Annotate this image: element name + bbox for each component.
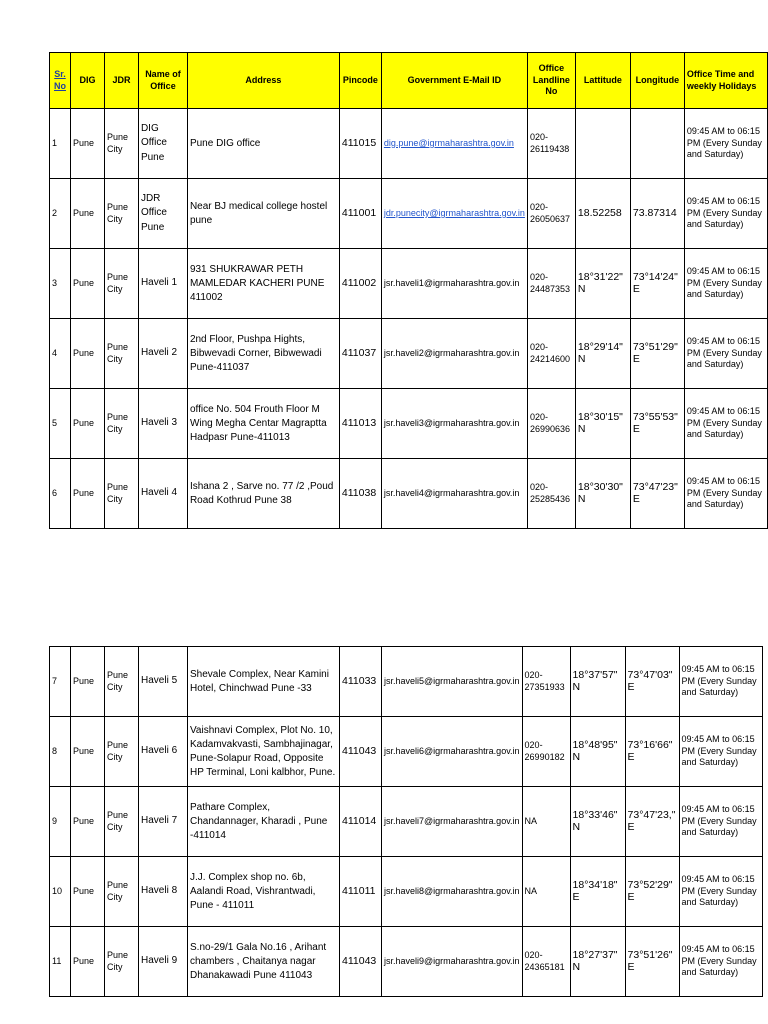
cell-latitude: 18°48'95" N xyxy=(570,717,625,787)
cell-email xyxy=(382,787,523,857)
cell-email xyxy=(382,717,523,787)
cell-sr-no: 10 xyxy=(50,857,71,927)
cell-longitude: 73°51'26" E xyxy=(625,927,679,997)
table-row xyxy=(50,249,768,319)
cell-jdr: Pune City xyxy=(105,927,139,997)
cell-longitude: 73°47'23" E xyxy=(630,459,684,529)
cell-pincode: 411043 xyxy=(340,927,382,997)
table-row xyxy=(50,647,763,717)
cell-sr-no: 6 xyxy=(50,459,71,529)
cell-address: Vaishnavi Complex, Plot No. 10, Kadamvakvasti, Sambhajinagar, Pune-Solapur Road, Opposite HP Terminal, Loni kalbhor, Pune. xyxy=(188,717,340,787)
cell-office-name: Haveli 7 xyxy=(139,787,188,857)
cell-jdr: Pune City xyxy=(104,319,138,389)
email-text: jsr.haveli7@igrmaharashtra.gov.in xyxy=(384,815,520,826)
cell-email xyxy=(382,857,523,927)
cell-dig: Pune xyxy=(71,647,105,717)
cell-jdr: Pune City xyxy=(105,787,139,857)
cell-landline: 020-26990182 xyxy=(522,717,570,787)
cell-longitude xyxy=(630,109,684,179)
table-row xyxy=(50,179,768,249)
cell-sr-no: 2 xyxy=(50,179,71,249)
cell-dig: Pune xyxy=(70,249,104,319)
cell-longitude: 73°52'29" E xyxy=(625,857,679,927)
offices-table-bottom xyxy=(49,646,763,997)
cell-dig: Pune xyxy=(70,109,104,179)
email-text: jsr.haveli9@igrmaharashtra.gov.in xyxy=(384,955,520,966)
offices-table-top xyxy=(49,52,768,529)
email-text: jsr.haveli8@igrmaharashtra.gov.in xyxy=(384,885,520,896)
cell-office-name: Haveli 4 xyxy=(138,459,187,529)
table-row xyxy=(50,109,768,179)
header-address: Address xyxy=(187,53,339,109)
cell-address: 2nd Floor, Pushpa Hights, Bibwevadi Corner, Bibwewadi Pune-411037 xyxy=(187,319,339,389)
cell-dig: Pune xyxy=(71,787,105,857)
cell-office-time: 09:45 AM to 06:15 PM (Every Sunday and Saturday) xyxy=(684,319,767,389)
cell-sr-no: 3 xyxy=(50,249,71,319)
cell-pincode: 411033 xyxy=(340,647,382,717)
cell-longitude: 73°14'24" E xyxy=(630,249,684,319)
cell-email xyxy=(381,459,527,529)
cell-dig: Pune xyxy=(70,179,104,249)
cell-office-name: Haveli 3 xyxy=(138,389,187,459)
table-row xyxy=(50,787,763,857)
cell-email xyxy=(382,927,523,997)
header-office-time: Office Time and weekly Holidays xyxy=(684,53,767,109)
email-text: jsr.haveli3@igrmaharashtra.gov.in xyxy=(383,417,520,428)
cell-longitude: 73°47'03" E xyxy=(625,647,679,717)
cell-office-time: 09:45 AM to 06:15 PM (Every Sunday and Saturday) xyxy=(684,389,767,459)
cell-jdr: Pune City xyxy=(104,389,138,459)
cell-latitude: 18°37'57" N xyxy=(570,647,625,717)
cell-office-name: Haveli 5 xyxy=(139,647,188,717)
cell-email[interactable] xyxy=(381,179,527,249)
cell-sr-no: 7 xyxy=(50,647,71,717)
cell-landline: 020-26050637 xyxy=(527,179,575,249)
cell-landline: 020-24365181 xyxy=(522,927,570,997)
cell-address: Near BJ medical college hostel pune xyxy=(187,179,339,249)
email-text: jsr.haveli2@igrmaharashtra.gov.in xyxy=(383,347,520,358)
cell-office-time: 09:45 AM to 06:15 PM (Every Sunday and Saturday) xyxy=(684,459,767,529)
cell-jdr: Pune City xyxy=(104,109,138,179)
cell-jdr: Pune City xyxy=(104,179,138,249)
header-longitude: Longitude xyxy=(630,53,684,109)
cell-latitude xyxy=(575,109,630,179)
cell-longitude: 73°47'23," E xyxy=(625,787,679,857)
cell-jdr: Pune City xyxy=(104,459,138,529)
email-text: jsr.haveli5@igrmaharashtra.gov.in xyxy=(384,675,520,686)
cell-sr-no: 9 xyxy=(50,787,71,857)
cell-office-name: Haveli 8 xyxy=(139,857,188,927)
cell-longitude: 73°51'29" E xyxy=(630,319,684,389)
cell-jdr: Pune City xyxy=(105,717,139,787)
header-row xyxy=(50,53,768,109)
header-dig: DIG xyxy=(70,53,104,109)
cell-latitude: 18°30'15" N xyxy=(575,389,630,459)
cell-landline: 020-24214600 xyxy=(527,319,575,389)
cell-jdr: Pune City xyxy=(105,857,139,927)
cell-address: 931 SHUKRAWAR PETH MAMLEDAR KACHERI PUNE 411002 xyxy=(187,249,339,319)
cell-jdr: Pune City xyxy=(105,647,139,717)
cell-landline: 020-26990636 xyxy=(527,389,575,459)
cell-landline: NA xyxy=(522,857,570,927)
header-office-name: Name of Office xyxy=(138,53,187,109)
cell-sr-no: 8 xyxy=(50,717,71,787)
cell-landline: 020-24487353 xyxy=(527,249,575,319)
cell-address: S.no-29/1 Gala No.16 , Arihant chambers , Chaitanya nagar Dhanakawadi Pune 411043 xyxy=(188,927,340,997)
cell-office-time: 09:45 AM to 06:15 PM (Every Sunday and Saturday) xyxy=(679,927,762,997)
cell-address: office No. 504 Frouth Floor M Wing Megha Centar Magraptta Hadpasr Pune-411013 xyxy=(187,389,339,459)
cell-email xyxy=(381,319,527,389)
email-link[interactable]: jdr.punecity@igrmaharashtra.gov.in xyxy=(383,207,525,218)
cell-office-time: 09:45 AM to 06:15 PM (Every Sunday and Saturday) xyxy=(679,647,762,717)
cell-office-time: 09:45 AM to 06:15 PM (Every Sunday and Saturday) xyxy=(684,109,767,179)
table-body-top xyxy=(50,109,768,529)
cell-sr-no: 1 xyxy=(50,109,71,179)
cell-address: J.J. Complex shop no. 6b, Aalandi Road, Vishrantwadi, Pune - 411011 xyxy=(188,857,340,927)
cell-email[interactable] xyxy=(381,109,527,179)
cell-office-time: 09:45 AM to 06:15 PM (Every Sunday and Saturday) xyxy=(684,179,767,249)
cell-landline: 020-25285436 xyxy=(527,459,575,529)
cell-office-time: 09:45 AM to 06:15 PM (Every Sunday and Saturday) xyxy=(684,249,767,319)
cell-office-name: JDR Office Pune xyxy=(138,179,187,249)
cell-latitude: 18°27'37" N xyxy=(570,927,625,997)
cell-pincode: 411043 xyxy=(340,717,382,787)
table-row xyxy=(50,459,768,529)
cell-landline: 020-27351933 xyxy=(522,647,570,717)
cell-dig: Pune xyxy=(71,857,105,927)
cell-pincode: 411037 xyxy=(339,319,381,389)
cell-latitude: 18°33'46" N xyxy=(570,787,625,857)
cell-longitude: 73°55'53" E xyxy=(630,389,684,459)
header-latitude: Lattitude xyxy=(575,53,630,109)
table-row xyxy=(50,389,768,459)
cell-office-name: Haveli 6 xyxy=(139,717,188,787)
email-link[interactable]: dig.pune@igrmaharashtra.gov.in xyxy=(383,137,514,148)
cell-pincode: 411002 xyxy=(339,249,381,319)
cell-dig: Pune xyxy=(70,389,104,459)
cell-pincode: 411014 xyxy=(340,787,382,857)
cell-address: Pathare Complex, Chandannager, Kharadi , Pune -411014 xyxy=(188,787,340,857)
cell-sr-no: 11 xyxy=(50,927,71,997)
cell-address: Shevale Complex, Near Kamini Hotel, Chinchwad Pune -33 xyxy=(188,647,340,717)
cell-pincode: 411015 xyxy=(339,109,381,179)
cell-landline: 020-26119438 xyxy=(527,109,575,179)
table-row xyxy=(50,717,763,787)
header-pincode: Pincode xyxy=(339,53,381,109)
email-text: jsr.haveli4@igrmaharashtra.gov.in xyxy=(383,487,520,498)
email-text: jsr.haveli1@igrmaharashtra.gov.in xyxy=(383,277,520,288)
cell-jdr: Pune City xyxy=(104,249,138,319)
cell-pincode: 411011 xyxy=(340,857,382,927)
cell-landline: NA xyxy=(522,787,570,857)
cell-office-time: 09:45 AM to 06:15 PM (Every Sunday and Saturday) xyxy=(679,857,762,927)
cell-office-time: 09:45 AM to 06:15 PM (Every Sunday and Saturday) xyxy=(679,717,762,787)
header-email: Government E-Mail ID xyxy=(381,53,527,109)
cell-pincode: 411038 xyxy=(339,459,381,529)
cell-longitude: 73°16'66" E xyxy=(625,717,679,787)
cell-longitude: 73.87314 xyxy=(630,179,684,249)
cell-office-name: Haveli 1 xyxy=(138,249,187,319)
cell-latitude: 18°31'22" N xyxy=(575,249,630,319)
cell-pincode: 411013 xyxy=(339,389,381,459)
table-row xyxy=(50,319,768,389)
cell-office-name: Haveli 2 xyxy=(138,319,187,389)
cell-email xyxy=(381,389,527,459)
cell-dig: Pune xyxy=(70,459,104,529)
cell-office-name: DIG Office Pune xyxy=(138,109,187,179)
cell-dig: Pune xyxy=(71,927,105,997)
cell-latitude: 18°30'30" N xyxy=(575,459,630,529)
cell-office-name: Haveli 9 xyxy=(139,927,188,997)
cell-email xyxy=(382,647,523,717)
cell-address: Ishana 2 , Sarve no. 77 /2 ,Poud Road Kothrud Pune 38 xyxy=(187,459,339,529)
cell-sr-no: 5 xyxy=(50,389,71,459)
header-landline: Office Landline No xyxy=(527,53,575,109)
email-text: jsr.haveli6@igrmaharashtra.gov.in xyxy=(384,745,520,756)
cell-address: Pune DIG office xyxy=(187,109,339,179)
cell-pincode: 411001 xyxy=(339,179,381,249)
cell-email xyxy=(381,249,527,319)
cell-office-time: 09:45 AM to 06:15 PM (Every Sunday and Saturday) xyxy=(679,787,762,857)
table-body-bottom xyxy=(50,647,763,997)
cell-sr-no: 4 xyxy=(50,319,71,389)
cell-dig: Pune xyxy=(70,319,104,389)
header-sr-no: Sr. No xyxy=(50,53,71,109)
table-row xyxy=(50,857,763,927)
table-row xyxy=(50,927,763,997)
cell-latitude: 18.52258 xyxy=(575,179,630,249)
cell-latitude: 18°34'18" E xyxy=(570,857,625,927)
cell-dig: Pune xyxy=(71,717,105,787)
cell-latitude: 18°29'14" N xyxy=(575,319,630,389)
header-jdr: JDR xyxy=(104,53,138,109)
